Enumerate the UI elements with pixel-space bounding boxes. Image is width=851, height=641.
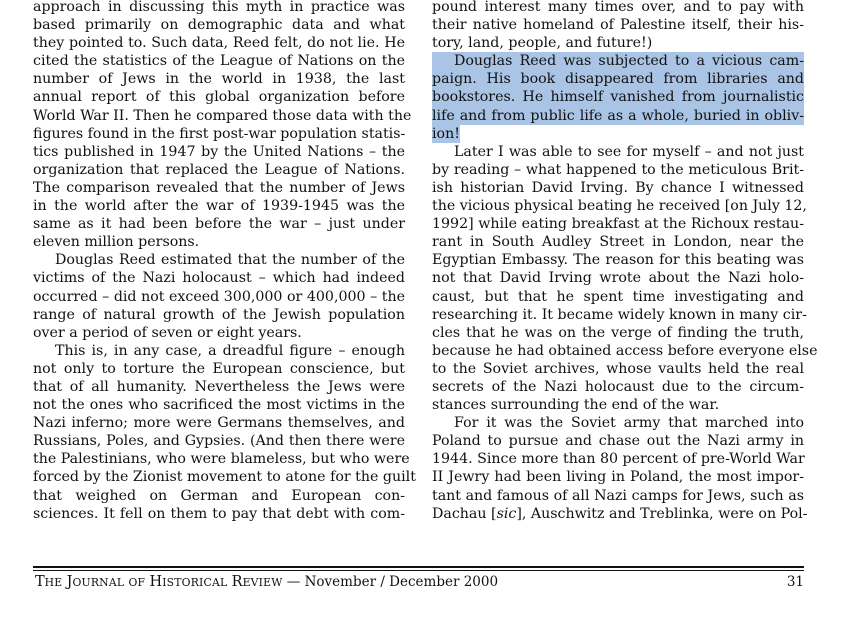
text-line: based primarily on demographic data and what	[33, 17, 405, 34]
text-line: approach in discussing this myth in practice was	[33, 0, 405, 15]
page-number: 31	[786, 574, 804, 590]
text-line: Dachau [sic], Auschwitz and Treblinka, were on Pol-	[432, 505, 808, 522]
text-line: ish historian David Irving. By chance I witnessed	[432, 179, 804, 196]
text-line: pound interest many times over, and to pay with	[432, 0, 804, 15]
issue-date: — November / December 2000	[286, 574, 499, 590]
text-line: Nazi inferno; more were Germans themselves, and	[33, 415, 405, 432]
text-line: tant and famous of all Nazi camps for Jews, such as	[432, 487, 804, 504]
text-line: range of natural growth of the Jewish population	[33, 306, 405, 323]
text-line: rant in South Audley Street in London, near the	[432, 234, 804, 251]
highlighted-text-line[interactable]: paign. His book disappeared from libraries and	[432, 71, 804, 88]
text-line: forced by the Zionist movement to atone for the guilt	[33, 469, 416, 486]
text-line: that of all humanity. Nevertheless the Jews were	[33, 378, 405, 395]
text-line: World War II. Then he compared those data with the	[33, 107, 412, 124]
journal-title	[35, 574, 287, 590]
highlighted-text-line[interactable]: life and from public life as a whole, buried in obliv-	[432, 107, 804, 124]
text-line: 1992] while eating breakfast at the Richoux restau-	[432, 216, 804, 233]
text-line: they pointed to. Such data, Reed felt, do not lie. He	[33, 35, 405, 52]
text-line: the Palestinians, who were blameless, but who were	[33, 451, 410, 468]
text-line: tics published in 1947 by the United Nations – the	[33, 143, 405, 160]
journal-title-word: JOURNAL	[66, 574, 125, 590]
text-line: not the ones who sacrificed the most victims in the	[33, 397, 405, 414]
journal-title-word: REVIEW	[231, 574, 283, 590]
text-line: eleven million persons.	[33, 234, 200, 251]
text-line: Russians, Poles, and Gypsies. (And then there were	[33, 433, 405, 450]
text-line: by reading – what happened to the meticulous Brit-	[432, 161, 804, 178]
text-line: 1944. Since more than 80 percent of pre-World War	[432, 451, 805, 468]
text-line: over a period of seven or eight years.	[33, 324, 302, 341]
italic-word: sic	[496, 505, 517, 522]
text-line: occurred – did not exceed 300,000 or 400,000 – the	[33, 288, 405, 305]
footer-citation	[35, 574, 498, 590]
text-line: not only to torture the European conscience, but	[33, 360, 405, 377]
highlighted-text-line[interactable]: bookstores. He himself vanished from journalistic	[432, 89, 804, 106]
right-column	[432, 0, 818, 523]
text-line: number of Jews in the world in 1938, the last	[33, 71, 405, 88]
text-line: in the world after the war of 1939-1945 was the	[33, 198, 405, 215]
text-line: Later I was able to see for myself – and not just	[454, 143, 804, 160]
text-line: not that David Irving wrote about the Nazi holo-	[432, 270, 804, 287]
text-line: figures found in the first post-war population statis-	[33, 125, 406, 142]
highlighted-text-line[interactable]: ion!	[432, 125, 460, 142]
text-line: to the Soviet archives, whose vaults held the real	[432, 360, 804, 377]
text-line: Poland to pursue and chase out the Nazi army in	[432, 433, 804, 450]
text-line: the vicious physical beating he received [on July 12,	[432, 198, 807, 215]
text-line: Egyptian Embassy. The reason for this beating was	[432, 252, 804, 269]
text-line: caust, but that he spent time investigating and	[432, 288, 804, 305]
text-line: victims of the Nazi holocaust – which had indeed	[33, 270, 405, 287]
text-line: This is, in any case, a dreadful figure – enough	[55, 342, 405, 359]
left-column	[33, 0, 416, 523]
text-line: researching it. It became widely known in many cir-	[432, 306, 807, 323]
text-line: organization that replaced the League of Nations.	[33, 161, 405, 178]
text-line: annual report of this global organization before	[33, 89, 405, 106]
text-line: their native homeland of Palestine itself, their his-	[432, 17, 804, 34]
footer-rule-thick	[33, 566, 804, 568]
text-line: secrets of the Nazi holocaust due to the circum-	[432, 378, 804, 395]
text-line: sciences. It fell on them to pay that debt with com-	[33, 505, 405, 522]
page-footer	[35, 574, 804, 590]
text-line: tory, land, people, and future!)	[432, 35, 653, 52]
journal-title-word: OF	[128, 576, 146, 589]
text-line: The comparison revealed that the number of Jews	[33, 179, 405, 196]
journal-title-word: HISTORICAL	[149, 574, 228, 590]
highlighted-text-line[interactable]: Douglas Reed was subjected to a vicious cam-	[432, 52, 804, 70]
text-line: because he had obtained access before everyone else	[432, 342, 818, 359]
text-line: that weighed on German and European con-	[33, 487, 405, 504]
text-line: stances surrounding the end of the war.	[432, 397, 720, 414]
text-line: cited the statistics of the League of Nations on the	[33, 53, 405, 70]
text-line: same as it had been before the war – just under	[33, 216, 405, 233]
footer-rule-thin	[33, 570, 804, 571]
text-line: cles that he was on the verge of finding the truth,	[432, 324, 804, 341]
text-line: II Jewry had been living in Poland, the most impor-	[432, 469, 804, 486]
text-line: For it was the Soviet army that marched into	[454, 415, 804, 432]
text-line: Douglas Reed estimated that the number of the	[55, 252, 405, 269]
journal-title-word: THE	[35, 574, 63, 590]
